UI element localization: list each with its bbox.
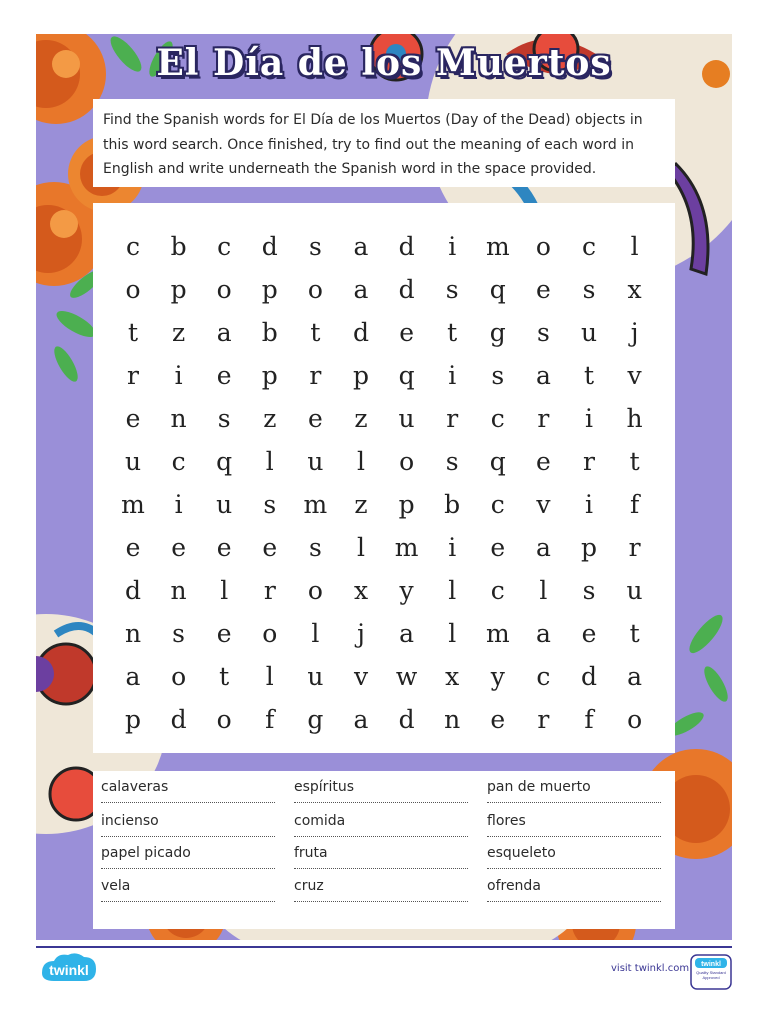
- grid-letter[interactable]: m: [485, 232, 510, 261]
- grid-letter[interactable]: a: [353, 705, 369, 734]
- grid-letter[interactable]: n: [124, 619, 142, 648]
- grid-letter[interactable]: q: [216, 447, 233, 476]
- grid-letter[interactable]: e: [581, 619, 597, 648]
- grid-letter[interactable]: a: [535, 361, 551, 390]
- grid-letter[interactable]: e: [125, 404, 141, 433]
- badge-subtitle: Quality Standard Approved: [696, 970, 726, 980]
- grid-letter[interactable]: o: [535, 232, 551, 261]
- grid-letter[interactable]: p: [352, 361, 369, 390]
- grid-letter[interactable]: c: [490, 490, 505, 519]
- grid-letter[interactable]: c: [217, 232, 232, 261]
- grid-letter[interactable]: s: [582, 275, 596, 304]
- grid-letter[interactable]: s: [217, 404, 231, 433]
- grid-letter[interactable]: l: [539, 576, 548, 605]
- grid-letter[interactable]: o: [262, 619, 278, 648]
- leaf-icon: [665, 610, 732, 740]
- grid-letter[interactable]: a: [535, 533, 551, 562]
- grid-letter[interactable]: p: [398, 490, 415, 519]
- grid-letter[interactable]: j: [630, 318, 639, 347]
- grid-letter[interactable]: q: [489, 447, 506, 476]
- grid-letter[interactable]: g: [307, 705, 324, 734]
- grid-letter[interactable]: d: [398, 275, 415, 304]
- word-list-item: comida: [294, 813, 468, 837]
- grid-letter[interactable]: e: [216, 361, 232, 390]
- word-list-item: vela: [101, 878, 275, 902]
- grid-letter[interactable]: t: [310, 318, 321, 347]
- grid-letter[interactable]: c: [536, 662, 551, 691]
- grid-letter[interactable]: l: [265, 447, 274, 476]
- grid-letter[interactable]: b: [170, 232, 187, 261]
- grid-letter[interactable]: f: [629, 490, 640, 519]
- word-list-item: ofrenda: [487, 878, 661, 902]
- grid-letter[interactable]: s: [172, 619, 186, 648]
- grid-letter[interactable]: e: [535, 275, 551, 304]
- grid-letter[interactable]: n: [444, 705, 461, 734]
- grid-letter[interactable]: c: [490, 404, 505, 433]
- grid-letter[interactable]: t: [127, 318, 139, 347]
- grid-letter[interactable]: a: [353, 275, 369, 304]
- grid-letter[interactable]: o: [307, 275, 323, 304]
- grid-letter[interactable]: m: [485, 619, 510, 648]
- grid-letter[interactable]: c: [125, 232, 140, 261]
- grid-letter[interactable]: r: [446, 404, 459, 433]
- grid-letter[interactable]: i: [174, 490, 183, 519]
- grid-letter[interactable]: w: [395, 662, 418, 691]
- grid-letter[interactable]: c: [581, 232, 596, 261]
- grid-letter[interactable]: t: [583, 361, 595, 390]
- grid-letter[interactable]: d: [580, 662, 597, 691]
- grid-letter[interactable]: h: [626, 404, 643, 433]
- grid-letter[interactable]: f: [584, 705, 594, 734]
- grid-letter[interactable]: s: [308, 533, 322, 562]
- grid-letter[interactable]: o: [171, 662, 187, 691]
- grid-letter[interactable]: n: [170, 576, 187, 605]
- grid-letter[interactable]: t: [629, 447, 640, 476]
- grid-letter[interactable]: t: [629, 619, 640, 648]
- badge-title: twinkl: [701, 961, 721, 968]
- grid-letter[interactable]: e: [399, 318, 414, 347]
- grid-letter[interactable]: r: [628, 533, 641, 562]
- grid-letter[interactable]: a: [353, 232, 369, 261]
- grid-letter[interactable]: y: [399, 576, 414, 605]
- grid-letter[interactable]: f: [265, 705, 275, 734]
- word-list-item: fruta: [294, 845, 468, 869]
- grid-letter[interactable]: z: [354, 490, 368, 519]
- grid-letter[interactable]: u: [307, 662, 324, 691]
- grid-letter[interactable]: u: [580, 318, 598, 347]
- grid-letter[interactable]: s: [536, 318, 550, 347]
- grid-letter[interactable]: e: [490, 533, 506, 562]
- grid-letter[interactable]: v: [536, 490, 551, 519]
- grid-letter[interactable]: a: [627, 662, 643, 691]
- grid-letter[interactable]: e: [171, 533, 186, 562]
- grid-letter[interactable]: d: [398, 705, 415, 734]
- grid-letter[interactable]: m: [303, 490, 328, 519]
- grid-letter[interactable]: e: [262, 533, 278, 562]
- grid-letter[interactable]: i: [585, 404, 593, 433]
- word-list-item: papel picado: [101, 845, 275, 869]
- grid-letter[interactable]: d: [398, 232, 415, 261]
- grid-letter[interactable]: t: [219, 662, 230, 691]
- grid-letter[interactable]: p: [261, 361, 278, 390]
- grid-letter[interactable]: v: [627, 361, 642, 390]
- grid-letter[interactable]: p: [124, 705, 141, 734]
- grid-letter[interactable]: l: [265, 662, 274, 691]
- grid-letter[interactable]: d: [352, 318, 369, 347]
- grid-letter[interactable]: i: [448, 533, 457, 562]
- grid-letter[interactable]: y: [490, 662, 505, 691]
- word-list-item: cruz: [294, 878, 468, 902]
- grid-letter[interactable]: d: [124, 576, 141, 605]
- visit-link[interactable]: visit twinkl.com: [611, 963, 690, 974]
- grid-letter[interactable]: u: [398, 404, 415, 433]
- word-list-item: flores: [487, 813, 661, 837]
- grid-letter[interactable]: a: [216, 318, 232, 347]
- word-list-item: esqueleto: [487, 845, 661, 869]
- grid-letter[interactable]: s: [445, 447, 459, 476]
- grid-letter[interactable]: s: [263, 490, 277, 519]
- grid-letter[interactable]: c: [490, 576, 505, 605]
- grid-letter[interactable]: g: [489, 318, 506, 347]
- grid-letter[interactable]: r: [263, 576, 276, 605]
- grid-letter[interactable]: o: [307, 576, 323, 605]
- grid-letter[interactable]: l: [630, 232, 639, 261]
- grid-letter[interactable]: z: [172, 318, 186, 347]
- footer-divider: [36, 946, 732, 948]
- word-list: [93, 771, 675, 929]
- grid-letter[interactable]: o: [125, 275, 141, 304]
- grid-letter[interactable]: e: [535, 447, 551, 476]
- grid-letter[interactable]: u: [626, 576, 643, 605]
- grid-letter[interactable]: r: [583, 447, 595, 476]
- grid-letter[interactable]: o: [627, 705, 643, 734]
- instructions-text: Find the Spanish words for El Día de los Muertos (Day of the Dead) objects in this word search. Once finished, try to find out the meaning of each word in English and write underneath the Spanish word in the space provided.: [103, 112, 643, 177]
- grid-letter[interactable]: l: [448, 619, 457, 648]
- grid-letter[interactable]: o: [216, 275, 232, 304]
- word-list-item: espíritus: [294, 779, 468, 803]
- grid-letter[interactable]: z: [354, 404, 368, 433]
- grid-letter[interactable]: a: [535, 619, 551, 648]
- grid-letter[interactable]: e: [216, 619, 232, 648]
- grid-letter[interactable]: i: [448, 232, 457, 261]
- grid-letter[interactable]: d: [170, 705, 187, 734]
- word-list-item: incienso: [101, 813, 275, 837]
- word-search-grid: [93, 203, 675, 753]
- grid-letter[interactable]: e: [307, 404, 323, 433]
- grid-letter[interactable]: p: [170, 275, 187, 304]
- grid-letter[interactable]: i: [448, 361, 457, 390]
- grid-letter[interactable]: l: [311, 619, 320, 648]
- grid-letter[interactable]: r: [537, 404, 550, 433]
- grid-letter[interactable]: b: [444, 490, 461, 519]
- grid-letter[interactable]: e: [216, 533, 232, 562]
- grid-letter[interactable]: l: [357, 533, 365, 562]
- grid-letter[interactable]: b: [261, 318, 278, 347]
- page-title: El Día de los Muertos: [156, 42, 612, 84]
- grid-letter[interactable]: x: [353, 576, 369, 605]
- grid-letter[interactable]: a: [125, 662, 141, 691]
- quality-badge: [690, 954, 732, 994]
- grid-letter[interactable]: v: [353, 662, 369, 691]
- grid-letter[interactable]: q: [489, 275, 506, 304]
- grid-letter[interactable]: j: [357, 619, 365, 648]
- grid-letter[interactable]: a: [399, 619, 415, 648]
- grid-letter[interactable]: e: [490, 705, 506, 734]
- grid-letter[interactable]: x: [627, 275, 642, 304]
- logo-text: twinkl: [49, 962, 89, 978]
- grid-letter[interactable]: r: [537, 705, 550, 734]
- grid-letter[interactable]: l: [357, 447, 365, 476]
- grid-letter[interactable]: d: [261, 232, 278, 261]
- grid-letter[interactable]: l: [220, 576, 229, 605]
- grid-letter[interactable]: i: [585, 490, 593, 519]
- grid-letter[interactable]: t: [447, 318, 458, 347]
- grid-letter[interactable]: r: [309, 361, 322, 390]
- grid-letter[interactable]: s: [491, 361, 505, 390]
- grid-letter[interactable]: x: [445, 662, 460, 691]
- grid-letter[interactable]: c: [171, 447, 186, 476]
- instructions-box: [93, 99, 675, 187]
- grid-letter[interactable]: u: [307, 447, 324, 476]
- grid-letter[interactable]: e: [125, 533, 141, 562]
- grid-letter[interactable]: m: [121, 490, 145, 519]
- word-list-item: calaveras: [101, 779, 275, 803]
- grid-letter[interactable]: p: [261, 275, 278, 304]
- grid-letter[interactable]: r: [127, 361, 139, 390]
- grid-letter[interactable]: s: [582, 576, 596, 605]
- grid-letter[interactable]: l: [448, 576, 457, 605]
- grid-letter[interactable]: n: [170, 404, 187, 433]
- grid-letter[interactable]: m: [394, 533, 419, 562]
- grid-letter[interactable]: u: [124, 447, 142, 476]
- grid-letter[interactable]: z: [263, 404, 277, 433]
- grid-letter[interactable]: p: [580, 533, 597, 562]
- grid-letter[interactable]: i: [174, 361, 183, 390]
- grid-letter[interactable]: q: [398, 361, 415, 390]
- grid-letter[interactable]: u: [216, 490, 233, 519]
- twinkl-logo: [38, 953, 100, 989]
- grid-letter[interactable]: o: [399, 447, 415, 476]
- grid-letter[interactable]: s: [308, 232, 322, 261]
- grid-letter[interactable]: s: [445, 275, 459, 304]
- word-list-item: pan de muerto: [487, 779, 661, 803]
- grid-letter[interactable]: o: [216, 705, 232, 734]
